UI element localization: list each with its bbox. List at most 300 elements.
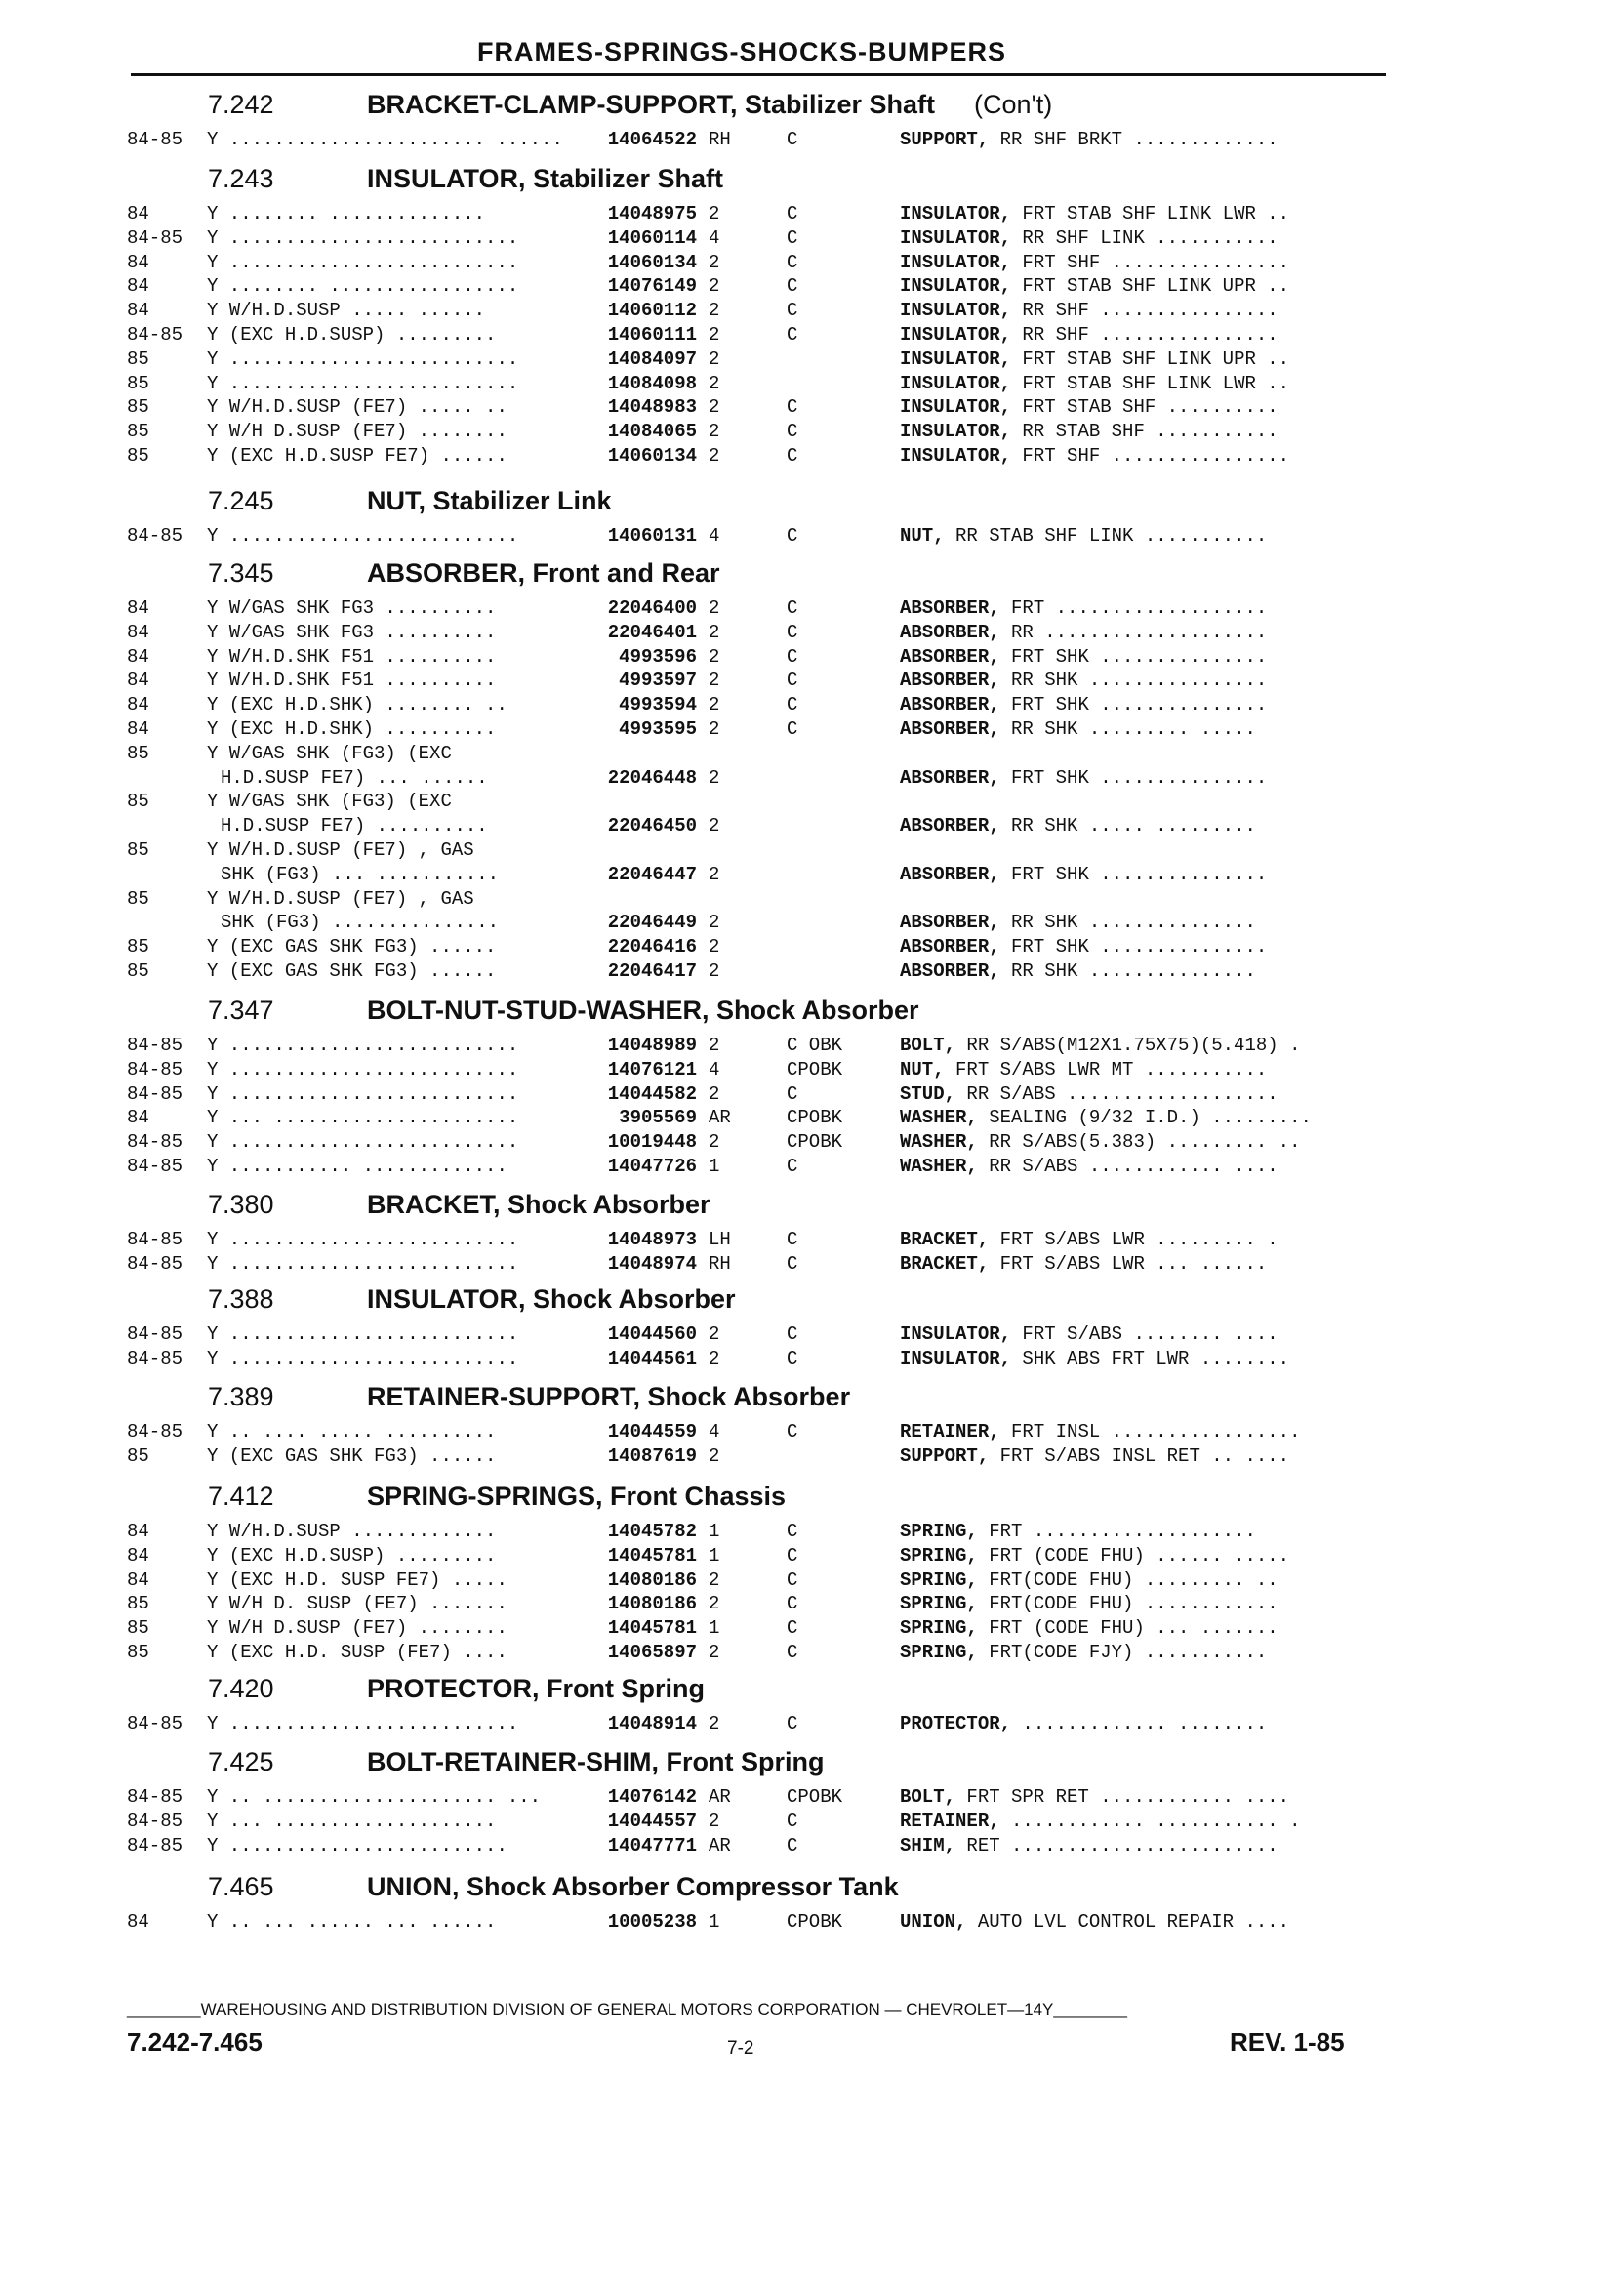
usage-code: C	[787, 129, 798, 150]
part-name-noun: INSULATOR,	[900, 324, 1012, 346]
quantity: RH	[709, 1252, 731, 1275]
quantity: 1	[709, 1911, 720, 1933]
part-name-detail: RR S/ABS(5.383) ......... ..	[977, 1131, 1301, 1154]
model-year: 85	[127, 742, 149, 764]
part-name	[900, 1569, 1279, 1591]
part-number: 3905569	[619, 1107, 697, 1129]
part-number: 14048983	[607, 396, 697, 419]
part-name-detail: RR SHK ..... .........	[999, 815, 1256, 837]
section-title-text: SPRING-SPRINGS, Front Chassis	[367, 1482, 787, 1511]
quantity: 4	[709, 226, 720, 249]
part-name	[900, 1229, 1279, 1250]
part-name-noun: UNION,	[900, 1911, 967, 1933]
part-name	[900, 694, 1267, 715]
quantity: 1	[709, 1617, 720, 1640]
part-name-noun: SPRING,	[900, 1544, 978, 1567]
part-name-noun: RETAINER,	[900, 1810, 1000, 1832]
section-title	[367, 486, 612, 516]
part-name	[900, 252, 1289, 273]
part-number: 10019448	[607, 1131, 697, 1154]
part-number: 10005238	[607, 1911, 697, 1933]
part-number: 22046449	[607, 912, 697, 934]
description: Y ........ .................	[207, 275, 519, 298]
model-year: 84-85	[127, 1058, 183, 1080]
section-number: 7.345	[208, 558, 274, 588]
usage-code: CPOBK	[787, 1786, 843, 1808]
part-name-detail: FRT SHK ...............	[999, 863, 1268, 885]
description: Y W/GAS SHK FG3 ..........	[207, 597, 497, 619]
model-year: 84	[127, 1521, 149, 1542]
model-year: 84	[127, 597, 149, 619]
part-number: 4993595	[619, 718, 697, 740]
model-year: 84-85	[127, 226, 183, 249]
part-name-detail: RR SHF BRKT .............	[989, 129, 1279, 150]
part-name	[900, 1617, 1279, 1639]
model-year: 84-85	[127, 1082, 183, 1105]
part-name-detail: FRT STAB SHF ..........	[1011, 396, 1279, 419]
section-number: 7.347	[208, 996, 274, 1025]
quantity: 2	[709, 1347, 720, 1369]
usage-code: C	[787, 1713, 798, 1734]
section-title	[367, 996, 919, 1026]
part-number: 14060114	[607, 226, 697, 249]
part-number: 14060134	[607, 445, 697, 467]
model-year: 84-85	[127, 1810, 183, 1832]
part-number: 14048973	[607, 1229, 697, 1250]
part-name-noun: ABSORBER,	[900, 863, 1000, 885]
section-title	[367, 90, 1052, 120]
quantity: 2	[709, 347, 720, 370]
part-name-detail: FRT S/ABS LWR ... ......	[989, 1252, 1268, 1275]
section-title	[367, 164, 723, 194]
part-name-noun: BRACKET,	[900, 1229, 990, 1250]
model-year: 85	[127, 960, 149, 982]
quantity: 2	[709, 1713, 720, 1734]
part-name-noun: SPRING,	[900, 1617, 978, 1640]
description: Y ..........................	[207, 1131, 519, 1154]
part-name-noun: NUT,	[900, 525, 945, 547]
usage-code: C	[787, 1568, 798, 1591]
model-year: 84	[127, 694, 149, 716]
model-year: 85	[127, 421, 149, 443]
part-name-detail: SHK ABS FRT LWR ........	[1011, 1347, 1290, 1369]
part-name	[900, 1253, 1267, 1275]
quantity: 2	[709, 203, 720, 224]
part-number: 22046450	[607, 815, 697, 837]
section-title-text: INSULATOR, Stabilizer Shaft	[367, 164, 724, 193]
usage-code: C	[787, 1252, 798, 1275]
part-name	[900, 815, 1256, 836]
description: Y ....................... ......	[207, 129, 563, 150]
model-year: 85	[127, 1642, 149, 1663]
part-number: 14048974	[607, 1252, 697, 1275]
part-name-detail: FRT STAB SHF LINK UPR ..	[1011, 347, 1290, 370]
quantity: 2	[709, 372, 720, 394]
description: Y (EXC H.D.SHK) ........ ..	[207, 694, 508, 716]
part-name	[900, 767, 1267, 789]
part-number: 14060134	[607, 251, 697, 273]
usage-code: C	[787, 203, 798, 224]
part-number: 14060131	[607, 525, 697, 547]
model-year: 84-85	[127, 1035, 183, 1056]
part-name-noun: SUPPORT,	[900, 129, 990, 150]
model-year: 84-85	[127, 129, 183, 150]
part-number: 22046447	[607, 863, 697, 885]
page-title: FRAMES-SPRINGS-SHOCKS-BUMPERS	[476, 37, 1007, 66]
part-number: 14048914	[607, 1713, 697, 1734]
quantity: 2	[709, 912, 720, 934]
quantity: 4	[709, 1058, 720, 1080]
description: Y W/H.D.SUSP ..... ......	[207, 300, 486, 322]
usage-code: C	[787, 621, 798, 643]
part-number: 14065897	[607, 1642, 697, 1663]
quantity: 2	[709, 694, 720, 716]
part-name-detail: RR S/ABS ............ ....	[977, 1156, 1279, 1177]
part-name	[900, 1323, 1279, 1345]
part-name-detail: RR SHF ................	[1011, 300, 1279, 322]
section-title	[367, 1747, 824, 1777]
part-name-detail: FRT STAB SHF LINK UPR ..	[1011, 275, 1290, 298]
part-name	[900, 1911, 1289, 1933]
quantity: 2	[709, 1593, 720, 1615]
part-name-noun: INSULATOR,	[900, 203, 1012, 224]
description: Y (EXC GAS SHK FG3) ......	[207, 960, 497, 982]
usage-code: C	[787, 1323, 798, 1345]
quantity: 2	[709, 1810, 720, 1832]
section-number: 7.243	[208, 164, 274, 193]
part-name	[900, 129, 1279, 150]
quantity: 1	[709, 1156, 720, 1177]
usage-code: C	[787, 670, 798, 692]
part-name-noun: SHIM,	[900, 1834, 956, 1856]
part-name-detail: FRT S/ABS INSL RET .. ....	[989, 1445, 1290, 1467]
part-number: 4993597	[619, 670, 697, 692]
description: Y (EXC H.D.SUSP FE7) ......	[207, 445, 508, 467]
part-name	[900, 1593, 1279, 1614]
usage-code: C	[787, 1642, 798, 1663]
part-name	[900, 1421, 1300, 1443]
usage-code: C	[787, 1521, 798, 1542]
quantity: 1	[709, 1521, 720, 1542]
section-title-text: BOLT-RETAINER-SHIM, Front Spring	[367, 1747, 825, 1776]
part-name-detail: RR SHF LINK ...........	[1011, 226, 1279, 249]
quantity: 2	[709, 421, 720, 443]
usage-code: C	[787, 251, 798, 273]
quantity: LH	[709, 1229, 731, 1250]
description: Y W/H D. SUSP (FE7) .......	[207, 1593, 508, 1615]
part-number: 14044582	[607, 1082, 697, 1105]
part-number: 14044561	[607, 1347, 697, 1369]
section-title	[367, 1284, 736, 1315]
description: Y ..........................	[207, 251, 519, 273]
part-name-noun: ABSORBER,	[900, 597, 1000, 619]
model-year: 84	[127, 621, 149, 643]
quantity: RH	[709, 129, 731, 150]
description: Y ..........................	[207, 1082, 519, 1105]
description: Y ..........................	[207, 1058, 519, 1080]
model-year: 84	[127, 300, 149, 322]
part-name-noun: SPRING,	[900, 1521, 978, 1542]
usage-code: C	[787, 1810, 798, 1832]
description: Y ........... .............	[207, 1156, 508, 1177]
part-name	[900, 1713, 1267, 1734]
part-name	[900, 1348, 1289, 1369]
usage-code: CPOBK	[787, 1058, 843, 1080]
part-name	[900, 1545, 1289, 1567]
description: SHK (FG3) ...............	[221, 912, 500, 934]
model-year: 85	[127, 1445, 149, 1467]
part-name	[900, 1786, 1289, 1808]
part-name-detail: FRT SPR RET ............ ....	[955, 1786, 1290, 1808]
part-name	[900, 936, 1267, 957]
part-number: 14047726	[607, 1156, 697, 1177]
model-year: 84	[127, 251, 149, 273]
description: Y ... ....................	[207, 1810, 497, 1832]
part-name	[900, 864, 1267, 885]
part-name-noun: PROTECTOR,	[900, 1713, 1012, 1734]
quantity: 4	[709, 1421, 720, 1443]
description: Y ........ ..............	[207, 203, 486, 224]
part-name-noun: INSULATOR,	[900, 1347, 1012, 1369]
section-title	[367, 1190, 710, 1220]
part-name	[900, 597, 1267, 619]
description: Y W/H D.SUSP (FE7) ........	[207, 1617, 508, 1640]
model-year: 85	[127, 445, 149, 467]
part-name-noun: ABSORBER,	[900, 670, 1000, 692]
part-number: 14084097	[607, 347, 697, 370]
description: Y W/H.D.SUSP .............	[207, 1521, 497, 1542]
part-name	[900, 1059, 1267, 1080]
part-number: 14060112	[607, 300, 697, 322]
model-year: 84-85	[127, 1323, 183, 1345]
part-name-noun: ABSORBER,	[900, 960, 1000, 982]
model-year: 84	[127, 645, 149, 668]
quantity: 2	[709, 936, 720, 958]
footer-publisher-line: ________WAREHOUSING AND DISTRIBUTION DIVISION OF GENERAL MOTORS CORPORATION — CHEVROLET—14Y________	[127, 2000, 1127, 2018]
section-number: 7.242	[208, 90, 274, 119]
part-name	[900, 300, 1279, 321]
part-number: 14045782	[607, 1521, 697, 1542]
part-number: 14045781	[607, 1544, 697, 1567]
usage-code: C OBK	[787, 1035, 843, 1056]
usage-code: C	[787, 694, 798, 716]
section-number: 7.388	[208, 1284, 274, 1314]
description: Y ..........................	[207, 372, 519, 394]
part-name-noun: INSULATOR,	[900, 421, 1012, 443]
part-number: 22046416	[607, 936, 697, 958]
part-name-detail: RR ....................	[999, 621, 1268, 643]
description: Y W/GAS SHK FG3 ..........	[207, 621, 497, 643]
part-name-detail: FRT SHK ...............	[999, 936, 1268, 958]
part-name-noun: STUD,	[900, 1082, 956, 1105]
model-year: 85	[127, 396, 149, 419]
quantity: 2	[709, 275, 720, 298]
part-name-detail: FRT (CODE FHU) ...... .....	[977, 1544, 1290, 1567]
description: H.D.SUSP FE7) ..........	[221, 815, 488, 837]
description: Y .. ..................... ...	[207, 1786, 542, 1808]
description: Y ..........................	[207, 1252, 519, 1275]
part-name-noun: INSULATOR,	[900, 275, 1012, 298]
model-year: 84	[127, 203, 149, 224]
quantity: 2	[709, 1323, 720, 1345]
part-name-detail: RR SHK ...............	[999, 960, 1256, 982]
quantity: 2	[709, 718, 720, 740]
part-name	[900, 275, 1289, 297]
part-name	[900, 1107, 1312, 1128]
quantity: 1	[709, 1544, 720, 1567]
quantity: 2	[709, 645, 720, 668]
usage-code: C	[787, 445, 798, 467]
part-name-noun: INSULATOR,	[900, 1323, 1012, 1345]
part-name	[900, 445, 1289, 467]
description: Y (EXC H.D.SUSP) .........	[207, 324, 497, 346]
part-name-detail: FRT SHK ...............	[999, 694, 1268, 716]
part-name-noun: NUT,	[900, 1058, 945, 1080]
usage-code: CPOBK	[787, 1911, 843, 1933]
model-year: 84	[127, 275, 149, 298]
part-name-noun: INSULATOR,	[900, 445, 1012, 467]
footer-revision: REV. 1-85	[1230, 2027, 1345, 2056]
part-number: 14048975	[607, 203, 697, 224]
section-title	[367, 1872, 899, 1902]
section-title-text: BRACKET-CLAMP-SUPPORT, Stabilizer Shaft	[367, 90, 936, 119]
section-title-text: ABSORBER, Front and Rear	[367, 558, 720, 588]
quantity: 2	[709, 960, 720, 982]
quantity: 2	[709, 597, 720, 619]
quantity: 2	[709, 324, 720, 346]
description: Y W/GAS SHK (FG3) (EXC	[207, 742, 452, 764]
part-name-noun: INSULATOR,	[900, 372, 1012, 394]
quantity: 2	[709, 1568, 720, 1591]
description: Y W/H.D.SUSP (FE7) , GAS	[207, 887, 474, 910]
part-number: 14080186	[607, 1568, 697, 1591]
part-number: 14080186	[607, 1593, 697, 1615]
usage-code: C	[787, 300, 798, 322]
part-number: 14044557	[607, 1810, 697, 1832]
part-name-noun: SPRING,	[900, 1642, 978, 1663]
model-year: 84-85	[127, 1252, 183, 1275]
part-name	[900, 1156, 1279, 1177]
footer-section-range: 7.242-7.465	[127, 2027, 263, 2056]
part-number: 14064522	[607, 129, 697, 150]
part-name	[900, 1521, 1256, 1542]
model-year: 84	[127, 1107, 149, 1129]
description: Y ..........................	[207, 1713, 519, 1734]
part-number: 22046417	[607, 960, 697, 982]
part-number: 14045781	[607, 1617, 697, 1640]
part-number: 14048989	[607, 1035, 697, 1056]
part-name-detail: FRT STAB SHF LINK LWR ..	[1011, 203, 1290, 224]
model-year: 84	[127, 1568, 149, 1591]
description: Y ..........................	[207, 525, 519, 547]
model-year: 85	[127, 1617, 149, 1640]
description: Y (EXC H.D.SUSP) .........	[207, 1544, 497, 1567]
part-name-noun: INSULATOR,	[900, 251, 1012, 273]
part-name	[900, 421, 1279, 442]
quantity: 4	[709, 525, 720, 547]
part-name-detail: FRT SHK ...............	[999, 645, 1268, 668]
quantity: 2	[709, 300, 720, 322]
part-name	[900, 1642, 1267, 1663]
quantity: AR	[709, 1834, 731, 1856]
usage-code: C	[787, 1421, 798, 1443]
part-number: 14084065	[607, 421, 697, 443]
part-name-noun: WASHER,	[900, 1131, 978, 1154]
section-title	[367, 558, 720, 589]
quantity: 2	[709, 815, 720, 837]
part-name	[900, 646, 1267, 668]
quantity: 2	[709, 621, 720, 643]
model-year: 85	[127, 839, 149, 861]
part-name	[900, 203, 1289, 224]
part-name	[900, 525, 1267, 547]
part-name-noun: ABSORBER,	[900, 645, 1000, 668]
section-number: 7.389	[208, 1382, 274, 1411]
quantity: 2	[709, 1035, 720, 1056]
part-name-detail: FRT INSL .................	[999, 1421, 1301, 1443]
part-name	[900, 1811, 1300, 1832]
part-name-detail: FRT S/ABS LWR MT ...........	[944, 1058, 1268, 1080]
usage-code: C	[787, 1156, 798, 1177]
part-number: 14044560	[607, 1323, 697, 1345]
usage-code: CPOBK	[787, 1131, 843, 1154]
part-name-detail: FRT SHK ...............	[999, 766, 1268, 789]
description: Y (EXC H.D. SUSP (FE7) ....	[207, 1642, 508, 1663]
description: Y (EXC GAS SHK FG3) ......	[207, 1445, 497, 1467]
part-number: 4993594	[619, 694, 697, 716]
part-name-detail: RR S/ABS ...................	[955, 1082, 1279, 1105]
section-title-text: INSULATOR, Shock Absorber	[367, 1284, 736, 1314]
section-title-text: BRACKET, Shock Absorber	[367, 1190, 710, 1219]
model-year: 85	[127, 791, 149, 813]
section-title	[367, 1382, 850, 1412]
model-year: 84-85	[127, 1834, 183, 1856]
model-year: 85	[127, 887, 149, 910]
part-number: 22046448	[607, 766, 697, 789]
section-continued-note: (Con't)	[974, 90, 1053, 119]
section-number: 7.420	[208, 1674, 274, 1703]
part-number: 14076142	[607, 1786, 697, 1808]
model-year: 84-85	[127, 525, 183, 547]
part-number: 14076149	[607, 275, 697, 298]
usage-code: C	[787, 597, 798, 619]
part-name-detail: FRT ...................	[999, 597, 1268, 619]
model-year: 84	[127, 670, 149, 692]
part-name	[900, 227, 1279, 249]
part-name-detail: RR STAB SHF LINK ...........	[944, 525, 1268, 547]
usage-code: C	[787, 396, 798, 419]
part-name-detail: ............ ........... .	[999, 1810, 1301, 1832]
section-number: 7.380	[208, 1190, 274, 1219]
usage-code: C	[787, 226, 798, 249]
part-name-detail: FRT(CODE FHU) ............	[977, 1593, 1279, 1615]
part-number: 14076121	[607, 1058, 697, 1080]
description: Y ..........................	[207, 1323, 519, 1345]
part-name	[900, 1445, 1289, 1467]
model-year: 84-85	[127, 1156, 183, 1177]
part-name-noun: SPRING,	[900, 1593, 978, 1615]
usage-code: C	[787, 324, 798, 346]
usage-code: C	[787, 1229, 798, 1250]
usage-code: C	[787, 1544, 798, 1567]
part-name-noun: ABSORBER,	[900, 936, 1000, 958]
part-number: 14060111	[607, 324, 697, 346]
usage-code: C	[787, 1593, 798, 1615]
model-year: 84	[127, 1911, 149, 1933]
part-name-detail: FRT S/ABS LWR ......... .	[989, 1229, 1279, 1250]
quantity: 2	[709, 1082, 720, 1105]
quantity: 2	[709, 251, 720, 273]
